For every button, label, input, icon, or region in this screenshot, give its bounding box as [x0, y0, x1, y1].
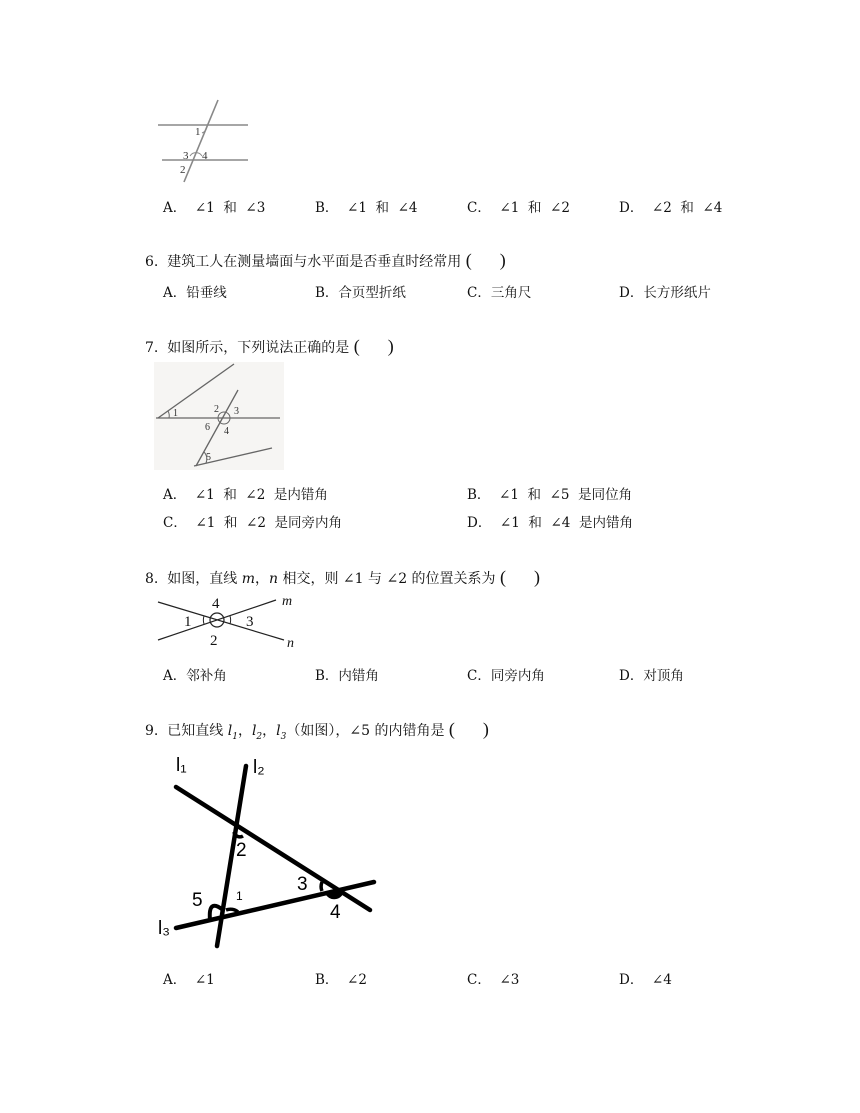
q9-label-2: 2	[236, 840, 247, 861]
question-text-b: （如图），∠5 的内错角是	[286, 723, 445, 739]
var-l1	[227, 723, 238, 742]
q9-label-l2: l₂	[253, 757, 265, 778]
q9-figure	[150, 750, 390, 950]
q9-label-1: 1	[236, 889, 243, 903]
option-letter: A．	[163, 487, 187, 503]
q5-label-4: 4	[202, 150, 208, 162]
subscript-1: 1	[232, 731, 238, 742]
option-text: ∠1 和 ∠2 是内错角	[194, 487, 328, 503]
question-text-a: 如图，直线	[167, 571, 238, 587]
q7-label-2: 2	[214, 404, 219, 415]
question-text-b: 相交，则 ∠1 与 ∠2 的位置关系为	[282, 571, 496, 587]
q8-label-m: m	[282, 594, 293, 609]
answer-paren-close: )	[534, 567, 541, 587]
question-number: 8.	[145, 571, 159, 587]
option-letter: B．	[467, 487, 491, 503]
q7-stem	[145, 336, 394, 357]
q6-option-c[interactable]	[467, 281, 531, 301]
option-text: ∠1 和 ∠4	[347, 200, 418, 216]
option-text: ∠1 和 ∠3	[194, 200, 266, 216]
question-text: 如图所示，下列说法正确的是	[167, 340, 350, 356]
q8-label-n: n	[287, 636, 294, 651]
q8-label-4: 4	[212, 596, 220, 612]
q5-option-d[interactable]	[619, 196, 722, 216]
answer-paren-open: (	[465, 250, 472, 270]
question-text-a: 已知直线	[167, 723, 224, 739]
var-n: n	[269, 571, 279, 587]
q9-line-l3	[176, 882, 374, 928]
q8-label-3: 3	[246, 614, 254, 630]
q5-option-a[interactable]	[163, 196, 265, 216]
option-letter: D．	[619, 200, 644, 216]
option-text: 合页型折纸	[338, 285, 406, 301]
comma: ，	[262, 723, 277, 739]
q6-stem	[145, 250, 506, 271]
option-text: ∠4	[651, 972, 672, 988]
subscript-3: 3	[280, 731, 287, 742]
q9-stem	[145, 719, 489, 742]
option-text: 同旁内角	[490, 668, 545, 684]
q8-label-2: 2	[210, 633, 218, 649]
question-number: 9.	[145, 723, 159, 739]
option-text: 内错角	[338, 668, 379, 684]
q9-option-c[interactable]	[467, 968, 519, 988]
option-text: ∠1 和 ∠2	[499, 200, 570, 216]
option-text: 长方形纸片	[643, 285, 711, 301]
q9-label-l3: l₃	[158, 918, 170, 939]
q6-option-a[interactable]	[163, 281, 227, 301]
var-l: l	[227, 723, 233, 739]
q7-label-1: 1	[173, 408, 178, 419]
option-letter: B．	[315, 285, 339, 301]
answer-paren-close: )	[482, 719, 489, 739]
option-text: ∠2	[347, 972, 367, 988]
option-letter: B．	[315, 972, 339, 988]
q8-line-n	[158, 602, 284, 640]
answer-paren-open: (	[500, 567, 507, 587]
option-text: 铅垂线	[186, 285, 227, 301]
option-text: ∠1 和 ∠4 是内错角	[499, 515, 633, 531]
option-text: 对顶角	[643, 668, 684, 684]
q7-label-4: 4	[224, 426, 229, 437]
q7-label-6: 6	[205, 422, 210, 433]
q8-angle-arc-1	[203, 616, 204, 624]
option-letter: A．	[163, 668, 187, 684]
q7-figure	[154, 362, 284, 470]
question-number: 7.	[145, 340, 159, 356]
q5-label-2: 2	[180, 164, 186, 176]
option-letter: C．	[163, 515, 187, 531]
q8-option-a[interactable]	[163, 664, 227, 684]
option-letter: C．	[467, 668, 491, 684]
answer-paren-close: )	[387, 336, 394, 356]
q5-label-3: 3	[183, 150, 189, 162]
q8-option-d[interactable]	[619, 664, 684, 684]
option-letter: B．	[315, 668, 339, 684]
q5-figure	[150, 96, 260, 186]
var-l: l	[276, 723, 281, 739]
q6-option-b[interactable]	[315, 281, 406, 301]
q8-angle-arc-3	[230, 616, 231, 624]
option-letter: A．	[163, 200, 187, 216]
var-m: m	[241, 571, 255, 587]
q9-label-4: 4	[330, 902, 341, 923]
q9-label-3: 3	[297, 874, 308, 895]
option-text: ∠1 和 ∠5 是同位角	[499, 487, 633, 503]
answer-paren-open: (	[448, 719, 455, 739]
var-l3	[276, 723, 287, 742]
q9-angle-mark-3	[321, 882, 322, 891]
option-letter: D．	[619, 972, 644, 988]
option-letter: B．	[315, 200, 339, 216]
answer-paren-close: )	[499, 250, 506, 270]
q9-angle-mark-1	[226, 909, 238, 912]
var-l: l	[251, 723, 257, 739]
q9-option-a[interactable]	[163, 968, 215, 988]
comma: ，	[255, 571, 269, 587]
option-letter: C．	[467, 972, 491, 988]
q7-option-a[interactable]	[163, 483, 328, 503]
q8-option-b[interactable]	[315, 664, 379, 684]
q9-option-d[interactable]	[619, 968, 672, 988]
option-text: ∠2 和 ∠4	[651, 200, 723, 216]
option-text: ∠1 和 ∠2 是同旁内角	[195, 515, 342, 531]
question-text: 建筑工人在测量墙面与水平面是否垂直时经常用	[167, 254, 462, 270]
q8-label-1: 1	[184, 614, 192, 630]
q9-option-b[interactable]	[315, 968, 367, 988]
option-letter: C．	[467, 200, 491, 216]
q5-transversal	[184, 100, 218, 182]
q5-label-1: 1	[195, 126, 201, 138]
q5-option-c[interactable]	[467, 196, 570, 216]
q8-stem	[145, 567, 540, 588]
q9-label-l1: l₁	[176, 755, 187, 776]
option-letter: A．	[163, 972, 187, 988]
comma: ，	[237, 723, 252, 739]
option-letter: C．	[467, 285, 491, 301]
question-number: 6.	[145, 254, 159, 270]
option-letter: D．	[619, 285, 644, 301]
answer-paren-open: (	[353, 336, 360, 356]
q8-figure	[152, 592, 312, 652]
option-text: 邻补角	[186, 668, 227, 684]
q7-option-b[interactable]	[467, 483, 632, 503]
q8-option-c[interactable]	[467, 664, 545, 684]
option-text: ∠1	[194, 972, 215, 988]
q7-label-3: 3	[234, 406, 239, 417]
option-letter: D．	[619, 668, 644, 684]
q9-label-5: 5	[192, 890, 203, 911]
subscript-2: 2	[256, 731, 263, 742]
option-text: ∠3	[499, 972, 520, 988]
option-text: 三角尺	[490, 285, 532, 301]
option-letter: D．	[467, 515, 492, 531]
q5-option-b[interactable]	[315, 196, 417, 216]
q9-angle-mark-2	[234, 832, 243, 837]
var-l2	[251, 723, 263, 742]
q6-option-d[interactable]	[619, 281, 711, 301]
option-letter: A．	[163, 285, 187, 301]
q7-label-5: 5	[206, 452, 211, 463]
q7-option-c[interactable]	[163, 511, 342, 531]
q7-option-d[interactable]	[467, 511, 633, 531]
